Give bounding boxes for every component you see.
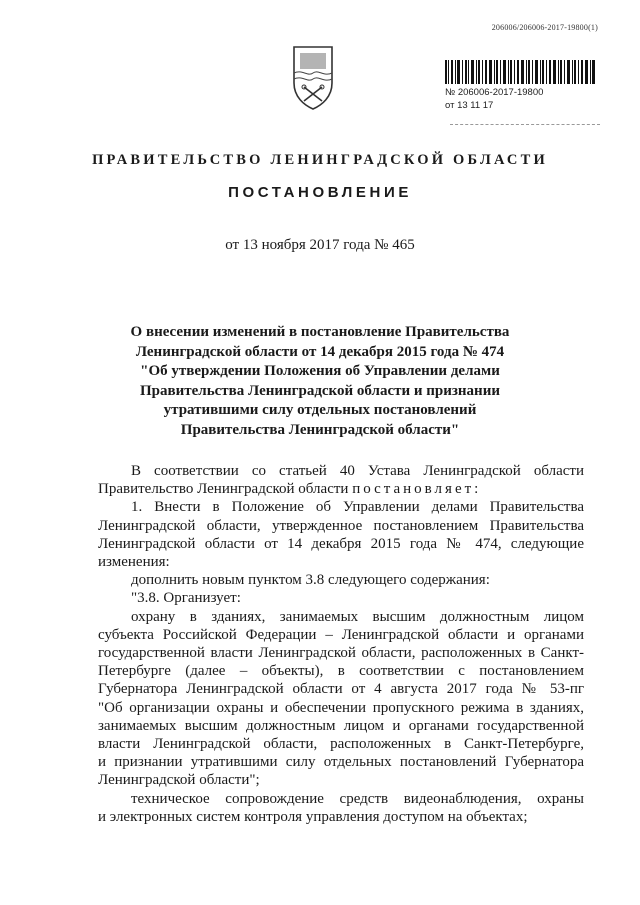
body-line: изменения: [98,554,170,571]
registration-number: № 206006-2017-19800 [445,87,544,98]
document-type: ПОСТАНОВЛЕНИЕ [228,184,412,201]
divider [450,124,600,125]
body-line: дополнить новым пунктом 3.8 следующего содержания: [131,572,490,589]
body-line: охрану в зданиях, занимаемых высшим должностным лицом [131,608,584,625]
document-heading [0,323,640,440]
document-id: 206006/206006-2017-19800(1) [491,23,598,32]
heading-line: утратившими силу отдельных постановлений [163,402,477,418]
heading-line: "Об утверждении Положения об Управлении делами [140,363,500,379]
body-line: власти Ленинградской области, расположенных в Санкт-Петербурге, [98,736,584,753]
heading-line: Ленинградской области от 14 декабря 2015 года № 474 [135,343,505,360]
body-line: занимаемых высшим должностным лицом и органами государственной [98,717,584,734]
body-line: 1. Внести в Положение об Управлении делами Правительства [131,499,584,516]
body-line: Ленинградской области, утвержденное постановлением Правительства [98,517,584,534]
heading-line: Правительства Ленинградской области и признании [140,382,500,399]
body-line [98,480,584,498]
body-line: государственной власти Ленинградской области, расположенных в Санкт- [98,645,584,662]
barcode-icon [445,60,595,84]
registration-stamp [445,60,595,111]
body-line: В соответствии со статьей 40 Устава Ленинградской области [131,463,584,479]
resolution-keyword: постановляет: [352,481,482,498]
body-line: "3.8. Организует: [131,590,241,607]
heading-line: О внесении изменений в постановление Правительства [130,324,510,340]
body-line: субъекта Российской Федерации – Ленинградской области и органами [98,626,584,643]
body-line: техническое сопровождение средств видеонаблюдения, охраны [131,790,584,807]
heading-line: Правительства Ленинградской области" [180,421,460,438]
body-line: Губернатора Ленинградской области от 4 августа 2017 года № 53-пг [98,681,584,698]
body-text-fragment: Правительство Ленинградской области [98,481,353,498]
body-line: и признании утратившими силу отдельных постановлений Губернатора [98,754,584,771]
body-line: "Об организации охраны и обеспечении пропускного режима в зданиях, [98,699,584,716]
coat-of-arms-icon [290,43,336,111]
body-line: Ленинградской области от 14 декабря 2015 года № 474, следующие [98,535,584,552]
document-body [98,462,584,826]
registration-date: от 13 11 17 [445,100,494,111]
body-line: Петербурге (далее – объекты), в соответствии с постановлением [98,663,584,680]
document-date-number: от 13 ноября 2017 года № 465 [225,237,415,253]
government-title: ПРАВИТЕЛЬСТВО ЛЕНИНГРАДСКОЙ ОБЛАСТИ [92,152,548,168]
body-line: Ленинградской области"; [98,772,260,789]
body-line: и электронных систем контроля управления доступом на объектах; [98,808,528,825]
